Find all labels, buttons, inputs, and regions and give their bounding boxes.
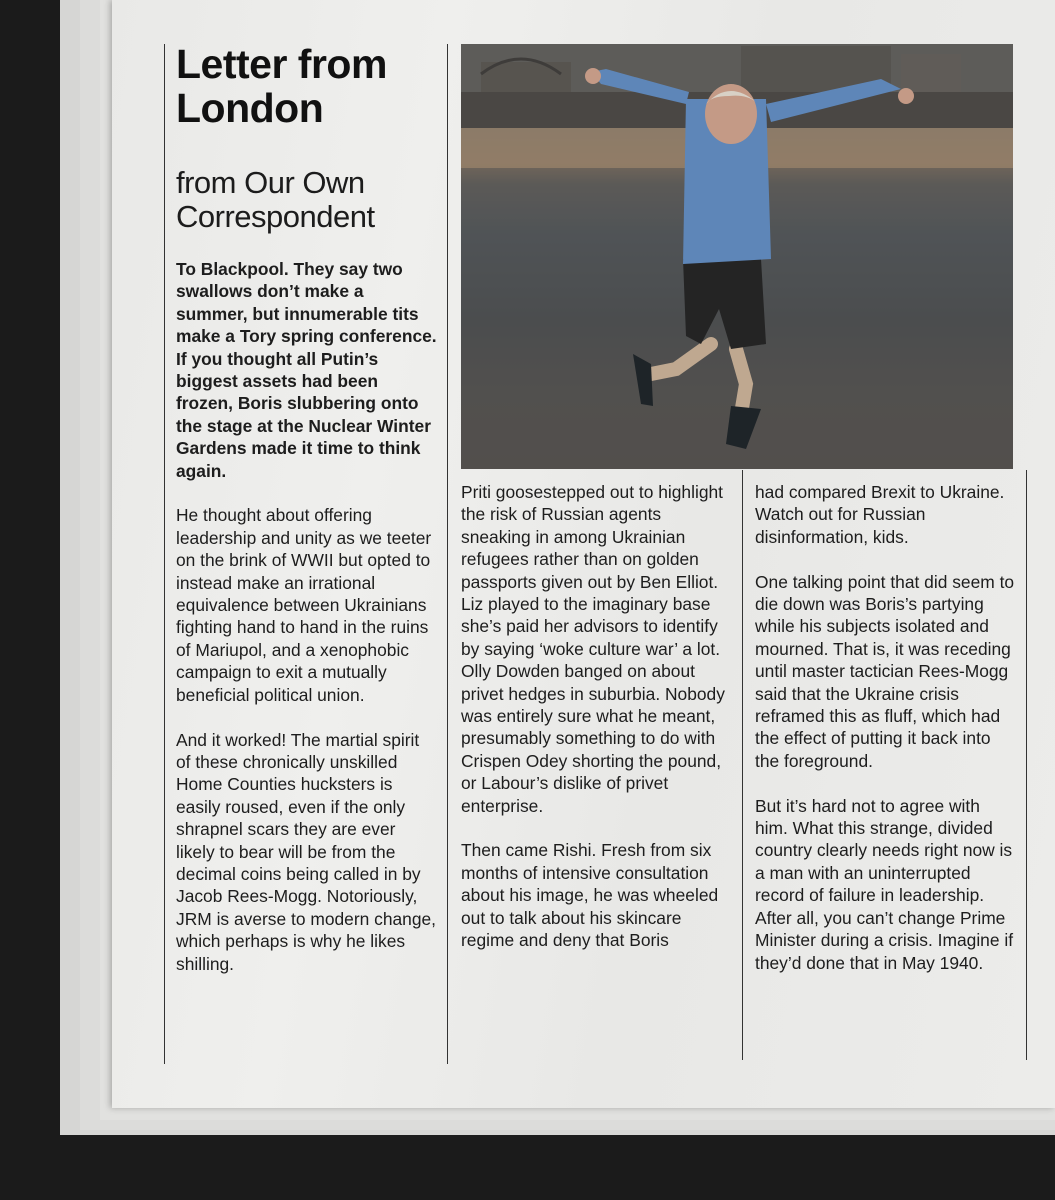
photo-illustration	[461, 44, 1013, 469]
body-paragraph: Priti goosestepped out to highlight the risk of Russian agents sneaking in among Ukrainian refugees rather than on golden passports given out by Ben Elliot. Liz played to the imaginary base she’s paid her advisors to identify by saying ‘woke culture war’ a lot. Olly Dowden banged on about privet hedges in suburbia. Nobody was entirely sure what he meant, presumably something to do with Crispen Odey shorting the pound, or Labour’s dislike of privet enterprise.	[461, 482, 725, 816]
body-paragraph: One talking point that did seem to die down was Boris’s partying while his subjects isolated and mourned. That is, it was receding until master tactician Rees-Mogg said that the Ukraine crisis reframed this as fluff, which had the effect of putting it back into the foreground.	[755, 571, 1015, 771]
article-column-3	[755, 481, 1017, 996]
column-rule	[742, 470, 743, 1060]
dateline: from Our Own Correspondent	[176, 165, 375, 234]
article-photo	[461, 44, 1013, 469]
body-paragraph: But it’s hard not to agree with him. What this strange, divided country clearly needs right now is a man with an uninterrupted record of failure in leadership. After all, you can’t change Prime Minister during a crisis. Imagine if they’d done that in May 1940.	[755, 795, 1014, 973]
article-column-1	[176, 258, 438, 997]
column-rule	[1026, 470, 1027, 1060]
body-paragraph: He thought about offering leadership and unity as we teeter on the brink of WWII but opted to instead make an irrational equivalence between Ukrainians fighting hand to hand in the ruins of Mariupol, and a xenophobic campaign to exit a mutually beneficial political union.	[176, 505, 432, 705]
column-rule	[447, 44, 448, 1064]
column-rule	[164, 44, 165, 1064]
article-column-2	[461, 481, 733, 974]
body-paragraph: Then came Rishi. Fresh from six months of intensive consultation about his image, he was wheeled out to talk about his skincare regime and deny that Boris	[461, 840, 719, 951]
body-paragraph: And it worked! The martial spirit of these chronically unskilled Home Counties hucksters is easily roused, even if the only shrapnel scars they are ever likely to bear will be from the decimal coins being called in by Jacob Rees-Mogg. Notoriously, JRM is averse to modern change, which perhaps is why he likes shilling.	[176, 729, 437, 974]
body-paragraph: had compared Brexit to Ukraine. Watch out for Russian disinformation, kids.	[755, 482, 1005, 547]
headline: Letter from London	[176, 41, 387, 131]
lead-paragraph: To Blackpool. They say two swallows don’t make a summer, but innumerable tits make a Tory spring conference. If you thought all Putin’s biggest assets had been frozen, Boris slubbering onto the stage at the Nuclear Winter Gardens made it time to think again.	[176, 259, 437, 481]
